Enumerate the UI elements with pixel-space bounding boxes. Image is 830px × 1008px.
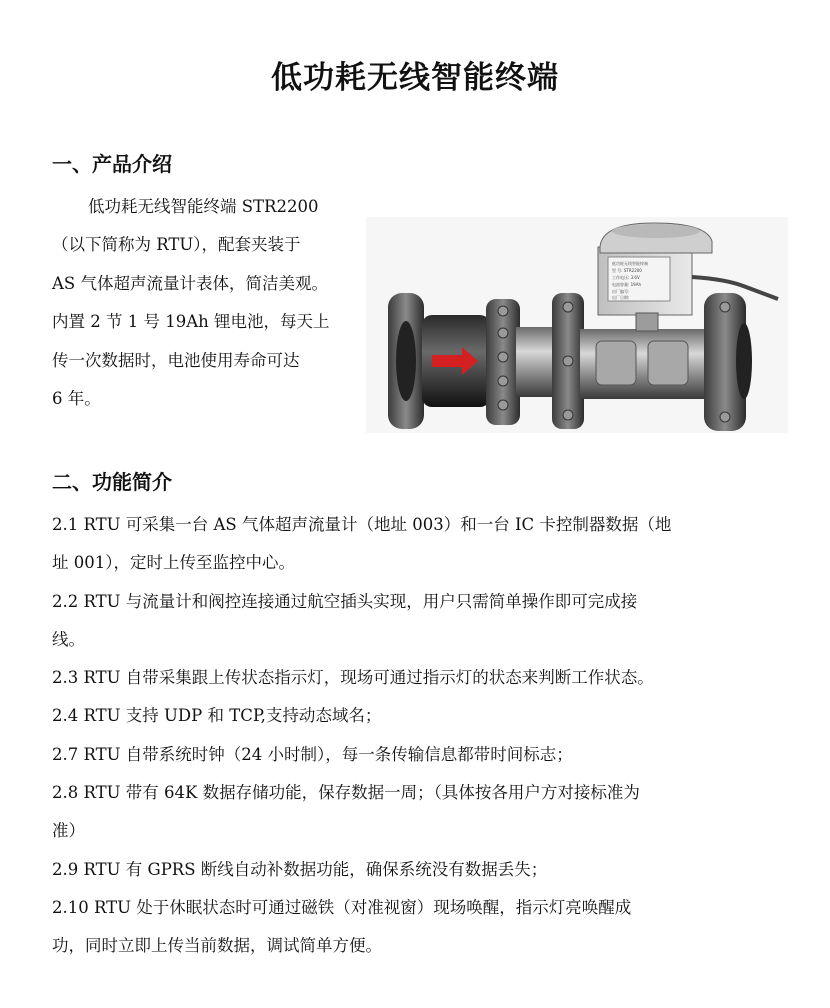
intro-line: （以下简称为 RTU），配套夹装于 [52, 235, 301, 255]
nameplate-line: 电池容量: 19Ah [612, 282, 641, 287]
feature-line: 功，同时立即上传当前数据，调试简单方便。 [52, 936, 382, 956]
section-heading-product-intro: 一、产品介绍 [52, 152, 172, 176]
page-title: 低功耗无线智能终端 [271, 60, 559, 96]
intro-line: 6 年。 [52, 389, 101, 409]
intro-line: AS 气体超声流量计表体，简洁美观。 [52, 273, 328, 293]
feature-line: 2.10 RTU 处于休眠状态时可通过磁铁（对准视窗）现场唤醒，指示灯亮唤醒成 [52, 897, 632, 917]
feature-line: 2.3 RTU 自带采集跟上传状态指示灯，现场可通过指示灯的状态来判断工作状态。 [52, 668, 654, 688]
flowmeter-illustration [366, 217, 788, 433]
feature-line: 2.4 RTU 支持 UDP 和 TCP,支持动态域名； [52, 706, 382, 726]
intro-line: 传一次数据时，电池使用寿命可达 [52, 350, 300, 370]
feature-line: 2.7 RTU 自带系统时钟（24 小时制），每一条传输信息都带时间标志； [52, 744, 573, 764]
feature-line: 2.9 RTU 有 GPRS 断线自动补数据功能，确保系统没有数据丢失； [52, 859, 548, 879]
feature-line: 准） [52, 821, 85, 841]
product-photo [366, 217, 788, 433]
nameplate-line: 型 号: STR2200 [612, 268, 642, 273]
feature-line: 址 001），定时上传至监控中心。 [52, 553, 295, 573]
nameplate-line: 低功耗无线智能终端 [612, 261, 648, 266]
nameplate-line: 出厂日期: [612, 295, 630, 300]
feature-line: 线。 [52, 629, 85, 649]
product-intro-text [52, 188, 357, 418]
feature-line: 2.2 RTU 与流量计和阀控连接通过航空插头实现，用户只需简单操作即可完成接 [52, 591, 638, 611]
feature-line: 2.1 RTU 可采集一台 AS 气体超声流量计（地址 003）和一台 IC 卡控制器数据（地 [52, 515, 672, 534]
nameplate-line: 工作电压: 3.6V [612, 275, 640, 280]
section-heading-features: 二、功能简介 [52, 470, 172, 494]
intro-line: 内置 2 节 1 号 19Ah 锂电池，每天上 [52, 312, 330, 332]
feature-line: 2.8 RTU 带有 64K 数据存储功能，保存数据一周；（具体按各用户方对接标准为 [52, 783, 640, 803]
feature-list [52, 506, 742, 966]
nameplate-line: 出厂编号: [612, 289, 630, 294]
intro-line: 低功耗无线智能终端 STR2200 [88, 197, 319, 216]
